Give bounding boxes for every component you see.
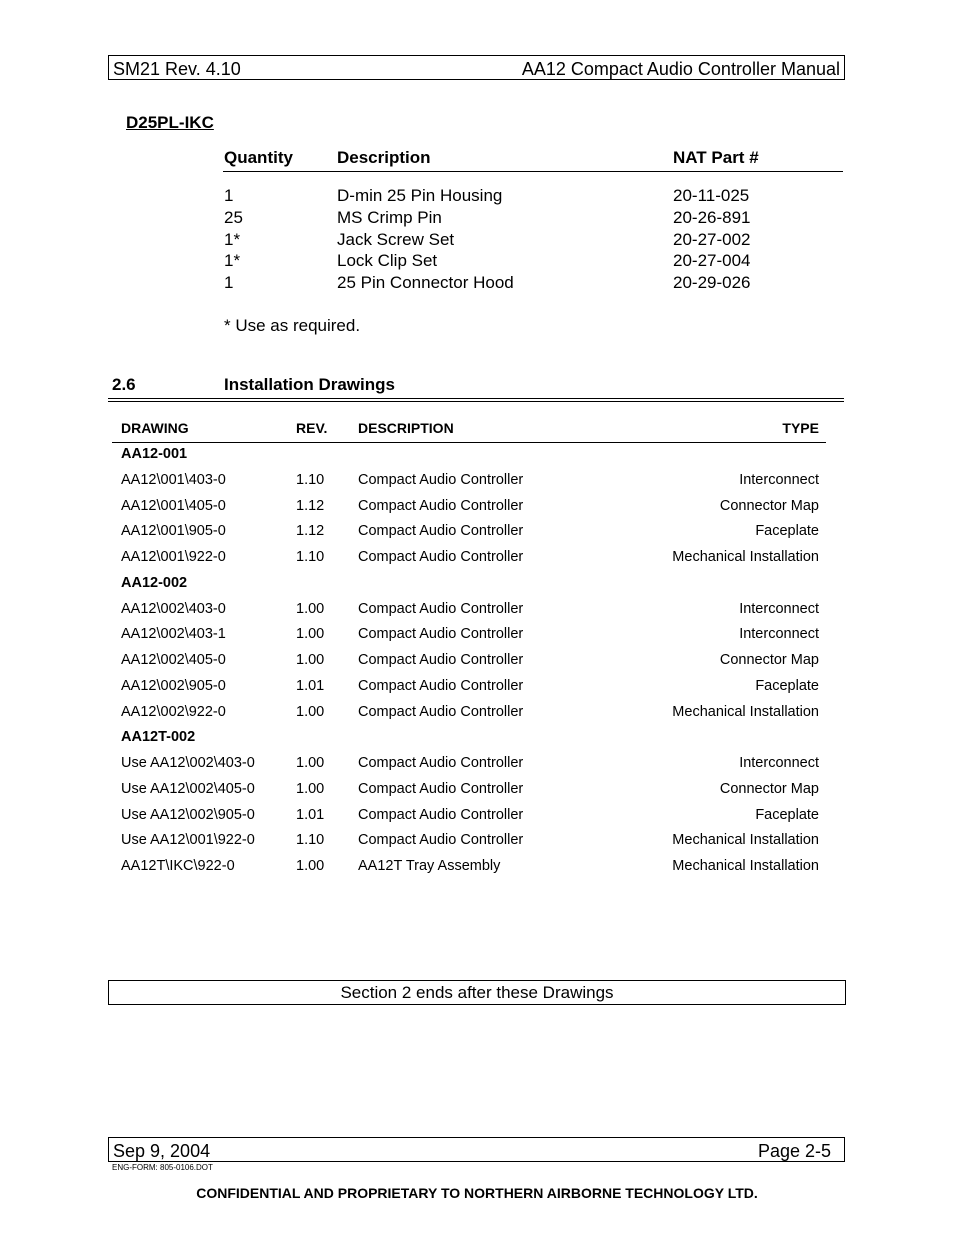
drawing-description: Compact Audio Controller — [358, 807, 524, 823]
parts-note: * Use as required. — [224, 316, 361, 335]
parts-col-description: Description — [337, 148, 431, 167]
drawings-col-type: TYPE — [782, 420, 819, 436]
kit-title: D25PL-IKC — [126, 113, 214, 132]
drawing-rev: 1.10 — [296, 472, 325, 488]
drawing-group-title: AA12-002 — [121, 575, 188, 591]
parts-number: 20-11-025 — [673, 186, 750, 205]
drawing-rev: 1.00 — [296, 755, 325, 771]
drawing-description: Compact Audio Controller — [358, 549, 524, 565]
drawing-rev: 1.10 — [296, 549, 325, 565]
section-rule — [108, 401, 844, 402]
drawing-description: Compact Audio Controller — [358, 498, 524, 514]
parts-number: 20-26-891 — [673, 208, 751, 227]
parts-qty: 1 — [224, 273, 234, 292]
footer-page-number: Page 2-5 — [757, 1141, 831, 1161]
parts-col-part-number: NAT Part # — [673, 148, 759, 167]
parts-description: 25 Pin Connector Hood — [337, 273, 514, 292]
drawing-rev: 1.12 — [296, 523, 325, 539]
page-header — [108, 55, 845, 80]
parts-description: MS Crimp Pin — [337, 208, 442, 227]
drawing-description: AA12T Tray Assembly — [358, 858, 501, 874]
drawing-type: Connector Map — [719, 498, 819, 514]
drawing-type: Interconnect — [739, 601, 819, 617]
header-manual-title: AA12 Compact Audio Controller Manual — [521, 59, 840, 79]
drawing-number: Use AA12\002\405-0 — [121, 781, 255, 797]
parts-number: 20-27-004 — [673, 251, 751, 270]
drawing-type: Faceplate — [755, 523, 819, 539]
drawing-number: AA12\002\403-1 — [121, 626, 226, 642]
drawing-type: Faceplate — [755, 678, 819, 694]
drawing-type: Mechanical Installation — [672, 549, 819, 565]
drawing-description: Compact Audio Controller — [358, 755, 524, 771]
drawing-rev: 1.00 — [296, 781, 325, 797]
drawing-number: AA12\002\403-0 — [121, 601, 226, 617]
parts-description: Jack Screw Set — [337, 230, 455, 249]
drawing-type: Mechanical Installation — [672, 704, 819, 720]
footer-date: Sep 9, 2004 — [113, 1141, 211, 1161]
parts-number: 20-29-026 — [673, 273, 751, 292]
drawing-type: Connector Map — [719, 652, 819, 668]
drawing-description: Compact Audio Controller — [358, 678, 524, 694]
drawing-type: Connector Map — [719, 781, 819, 797]
section-title: Installation Drawings — [224, 375, 395, 394]
parts-qty: 25 — [224, 208, 243, 227]
drawings-col-drawing: DRAWING — [121, 420, 189, 436]
parts-qty: 1* — [224, 251, 241, 270]
drawing-description: Compact Audio Controller — [358, 626, 524, 642]
drawing-group-title: AA12-001 — [121, 446, 188, 462]
section-end-notice: Section 2 ends after these Drawings — [108, 980, 846, 1005]
section-rule — [108, 398, 844, 399]
drawing-number: Use AA12\002\905-0 — [121, 807, 255, 823]
drawing-rev: 1.00 — [296, 858, 325, 874]
drawing-number: AA12\001\905-0 — [121, 523, 226, 539]
drawing-rev: 1.01 — [296, 678, 325, 694]
drawing-rev: 1.10 — [296, 832, 325, 848]
section-number: 2.6 — [112, 375, 136, 394]
drawing-description: Compact Audio Controller — [358, 523, 524, 539]
drawing-rev: 1.00 — [296, 601, 325, 617]
drawings-col-description: DESCRIPTION — [358, 420, 454, 436]
drawing-rev: 1.01 — [296, 807, 325, 823]
drawing-number: AA12\002\405-0 — [121, 652, 226, 668]
drawing-description: Compact Audio Controller — [358, 472, 524, 488]
header-document-id: SM21 Rev. 4.10 — [113, 59, 241, 79]
parts-description: Lock Clip Set — [337, 251, 438, 270]
confidential-notice: CONFIDENTIAL AND PROPRIETARY TO NORTHERN AIRBORNE TECHNOLOGY LTD. — [196, 1185, 758, 1201]
drawing-rev: 1.00 — [296, 704, 325, 720]
drawings-col-rev: REV. — [296, 420, 328, 436]
drawing-description: Compact Audio Controller — [358, 652, 524, 668]
form-id: ENG-FORM: 805-0106.DOT — [112, 1163, 213, 1172]
drawing-rev: 1.00 — [296, 652, 325, 668]
parts-number: 20-27-002 — [673, 230, 751, 249]
drawing-rev: 1.12 — [296, 498, 325, 514]
drawings-header-rule — [112, 442, 826, 443]
drawing-type: Interconnect — [739, 755, 819, 771]
drawing-type: Faceplate — [755, 807, 819, 823]
drawing-description: Compact Audio Controller — [358, 832, 524, 848]
drawing-group-title: AA12T-002 — [121, 729, 196, 745]
drawing-number: AA12T\IKC\922-0 — [121, 858, 235, 874]
parts-col-quantity: Quantity — [224, 148, 293, 167]
drawing-type: Mechanical Installation — [672, 832, 819, 848]
parts-header-rule — [223, 171, 843, 172]
parts-qty: 1 — [224, 186, 234, 205]
drawing-number: AA12\001\922-0 — [121, 549, 226, 565]
drawing-number: AA12\002\922-0 — [121, 704, 226, 720]
parts-description: D-min 25 Pin Housing — [337, 186, 503, 205]
drawing-number: AA12\001\405-0 — [121, 498, 226, 514]
drawing-type: Interconnect — [739, 626, 819, 642]
page-footer — [108, 1137, 845, 1162]
drawing-number: Use AA12\002\403-0 — [121, 755, 255, 771]
drawing-rev: 1.00 — [296, 626, 325, 642]
drawing-description: Compact Audio Controller — [358, 601, 524, 617]
drawing-description: Compact Audio Controller — [358, 704, 524, 720]
drawing-number: AA12\001\403-0 — [121, 472, 226, 488]
drawing-type: Interconnect — [739, 472, 819, 488]
parts-qty: 1* — [224, 230, 241, 249]
drawing-number: Use AA12\001\922-0 — [121, 832, 255, 848]
drawing-number: AA12\002\905-0 — [121, 678, 226, 694]
drawing-type: Mechanical Installation — [672, 858, 819, 874]
drawing-description: Compact Audio Controller — [358, 781, 524, 797]
